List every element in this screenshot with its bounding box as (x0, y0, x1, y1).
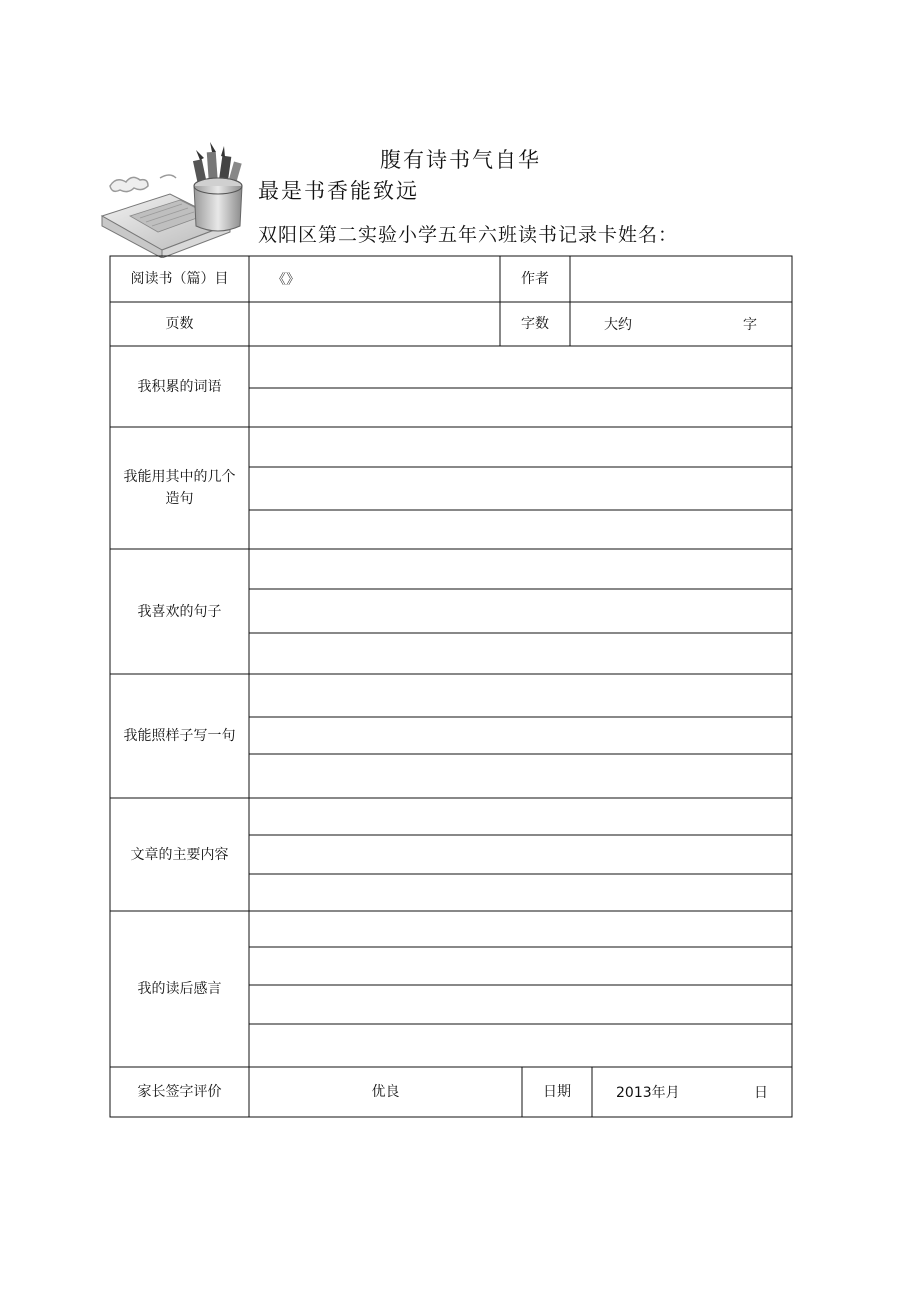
parent-signature-label: 家长签字评价 (137, 1084, 222, 1100)
section-sentence-making-text: 我能用其中的几个造句 (123, 469, 236, 507)
pencil-cup-icon (193, 142, 242, 231)
rating-value: 优良 (371, 1084, 400, 1100)
word-count-suffix: 字 (743, 317, 757, 333)
author-field[interactable] (570, 256, 792, 302)
title-line-1: 腹有诗书气自华 (380, 148, 541, 172)
section-vocabulary: 我积累的词语 (137, 378, 222, 395)
word-count-prefix: 大约 (604, 317, 632, 333)
cloud-icon (110, 175, 176, 192)
book-title-value[interactable]: 《》 (272, 272, 300, 288)
section-main-content: 文章的主要内容 (130, 846, 229, 863)
section-reflection: 我的读后感言 (137, 981, 222, 997)
section-favorite-sentences: 我喜欢的句子 (137, 603, 222, 620)
section-sentence-making (110, 427, 249, 549)
pages-label: 页数 (165, 316, 194, 332)
card-title-with-name: 双阳区第二实验小学五年六班读书记录卡姓名： (258, 224, 679, 246)
day-label: 日 (754, 1085, 768, 1101)
book-title-label: 阅读书（篇）目 (130, 271, 229, 287)
section-imitation: 我能照样子写一句 (123, 728, 236, 744)
pages-field[interactable] (249, 302, 500, 346)
book-pencils-illustration (100, 138, 250, 258)
date-value: 2013年月 (616, 1085, 680, 1101)
word-count-label: 字数 (521, 316, 549, 332)
date-label: 日期 (543, 1084, 571, 1100)
title-line-2: 最是书香能致远 (258, 179, 419, 203)
author-label: 作者 (521, 271, 549, 287)
